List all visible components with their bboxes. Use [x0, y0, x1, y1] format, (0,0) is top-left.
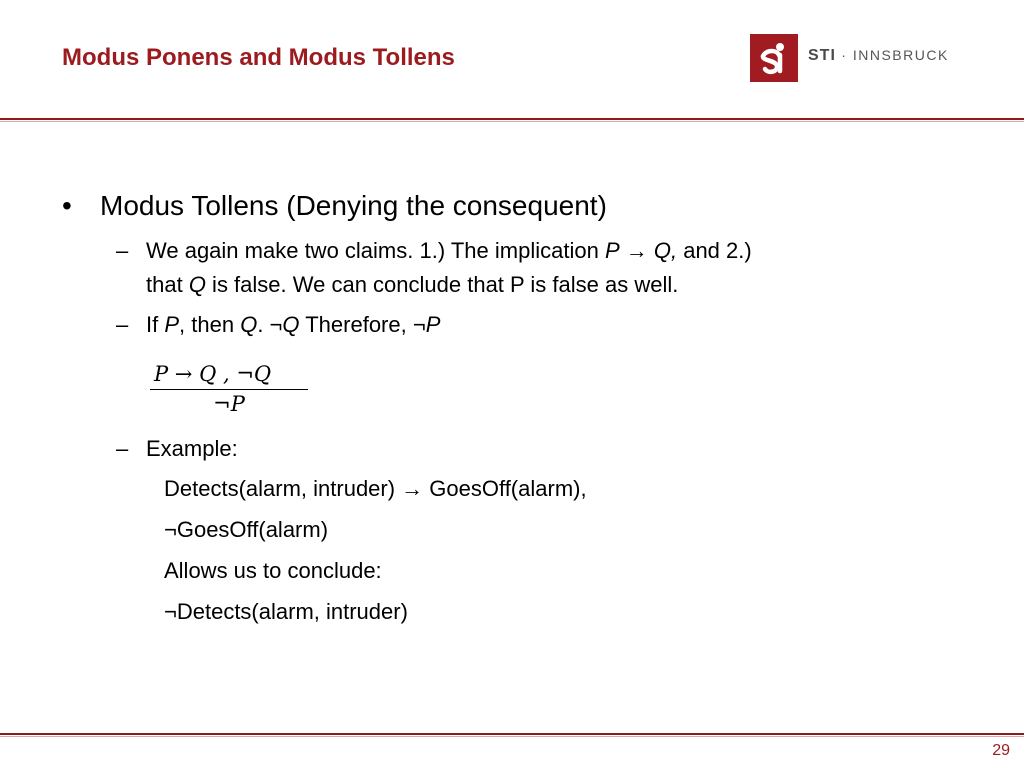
- sub-item-if-then: – If P, then Q. ¬Q Therefore, ¬P: [116, 308, 440, 342]
- example-line: Allows us to conclude:: [164, 558, 382, 583]
- footer-divider-shadow: [0, 736, 1024, 737]
- example-line: Detects(alarm, intruder) → GoesOff(alarm),: [164, 476, 587, 501]
- sub-item-implication: – We again make two claims. 1.) The implication P → Q, and 2.) that Q is false. We can conclude that P is false as well.: [116, 234, 752, 302]
- sub-item-example: – Example:: [116, 432, 238, 466]
- example-line: ¬Detects(alarm, intruder): [164, 599, 408, 624]
- footer-divider: [0, 733, 1024, 735]
- formula-conclusion: ¬P: [213, 392, 245, 416]
- page-number: 29: [992, 742, 1010, 759]
- header-divider: [0, 118, 1024, 120]
- formula-premises: P → Q , ¬Q: [154, 362, 272, 386]
- bullet-text: Modus Tollens (Denying the consequent): [100, 190, 607, 221]
- bullet-icon: •: [62, 190, 72, 221]
- header-divider-shadow: [0, 121, 1024, 122]
- inference-rule-formula: [150, 362, 308, 416]
- page-title: Modus Ponens and Modus Tollens: [62, 44, 455, 71]
- dash-icon: –: [116, 312, 129, 337]
- dash-icon: –: [116, 238, 129, 263]
- main-bullet: [62, 190, 607, 222]
- dash-icon: –: [116, 436, 129, 461]
- example-line: ¬GoesOff(alarm): [164, 517, 329, 542]
- formula-bar: [150, 389, 308, 390]
- sti-logo-mark-icon: [750, 34, 798, 82]
- logo-text: STI · INNSBRUCK: [808, 47, 949, 64]
